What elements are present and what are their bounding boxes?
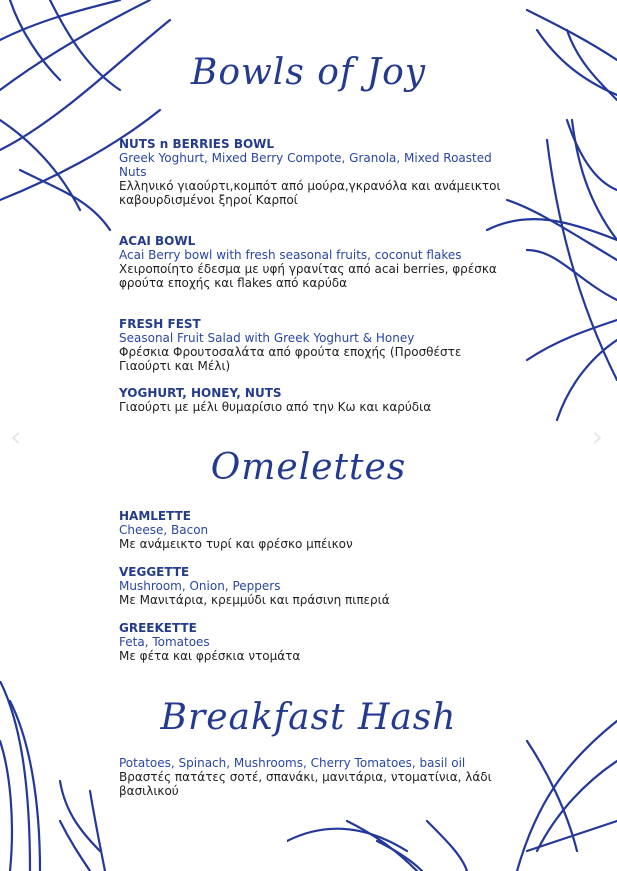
item-desc-gr: Βραστές πατάτες σοτέ, σπανάκι, μανιτάρια, ντοματίνια, λάδι βασιλικού xyxy=(119,770,492,798)
item-desc-en: Potatoes, Spinach, Mushrooms, Cherry Tomatoes, basil oil xyxy=(119,756,466,770)
item-desc-en: Seasonal Fruit Salad with Greek Yoghurt & Honey xyxy=(119,331,415,345)
item-desc-en: Cheese, Bacon xyxy=(119,523,209,537)
item-desc-en: Greek Yoghurt, Mixed Berry Compote, Granola, Mixed Roasted Nuts xyxy=(119,151,492,179)
item-desc-en: Mushroom, Onion, Peppers xyxy=(119,579,281,593)
item-desc-gr: Χειροποίητο έδεσμα με υφή γρανίτας από acai berries, φρέσκα φρούτα εποχής και flakes από καρύδα xyxy=(119,262,497,290)
item-name: FRESH FEST xyxy=(119,317,201,331)
item-name: ACAI BOWL xyxy=(119,234,196,248)
item-desc-gr: Φρέσκια Φρουτοσαλάτα από φρούτα εποχής (Προσθέστε Γιαούρτι και Μέλι) xyxy=(119,345,462,373)
item-name: NUTS n BERRIES BOWL xyxy=(119,137,275,151)
menu-item xyxy=(119,756,509,798)
item-desc-en: Feta, Tomatoes xyxy=(119,635,210,649)
item-desc-gr: Με ανάμεικτο τυρί και φρέσκο μπέικον xyxy=(119,537,353,551)
menu-item xyxy=(119,234,509,290)
item-name: VEGGETTE xyxy=(119,565,190,579)
menu-item xyxy=(119,621,509,663)
section-title-bowls: Bowls of Joy xyxy=(190,52,427,93)
menu-item xyxy=(119,317,509,373)
section-title-omelettes: Omelettes xyxy=(210,447,407,488)
item-name: HAMLETTE xyxy=(119,509,191,523)
menu-item xyxy=(119,509,509,551)
section-title-hash: Breakfast Hash xyxy=(160,697,457,738)
menu-item xyxy=(119,137,509,207)
menu-item xyxy=(119,386,509,414)
menu-item xyxy=(119,565,509,607)
item-desc-gr: Γιαούρτι με μέλι θυμαρίσιο από την Κω και καρύδια xyxy=(119,400,432,414)
item-desc-en: Acai Berry bowl with fresh seasonal fruits, coconut flakes xyxy=(119,248,462,262)
item-desc-gr: Ελληνικό γιαούρτι,κομπότ από μούρα,γκρανόλα και ανάμεικτοι καβουρδισμένοι ξηροί Καρποί xyxy=(119,179,501,207)
chevron-right-icon[interactable]: › xyxy=(591,420,603,453)
chevron-left-icon[interactable]: ‹ xyxy=(10,420,22,453)
item-desc-gr: Με Μανιτάρια, κρεμμύδι και πράσινη πιπεριά xyxy=(119,593,390,607)
item-name: YOGHURT, HONEY, NUTS xyxy=(119,386,282,400)
item-desc-gr: Με φέτα και φρέσκια ντομάτα xyxy=(119,649,301,663)
item-name: GREEKETTE xyxy=(119,621,197,635)
